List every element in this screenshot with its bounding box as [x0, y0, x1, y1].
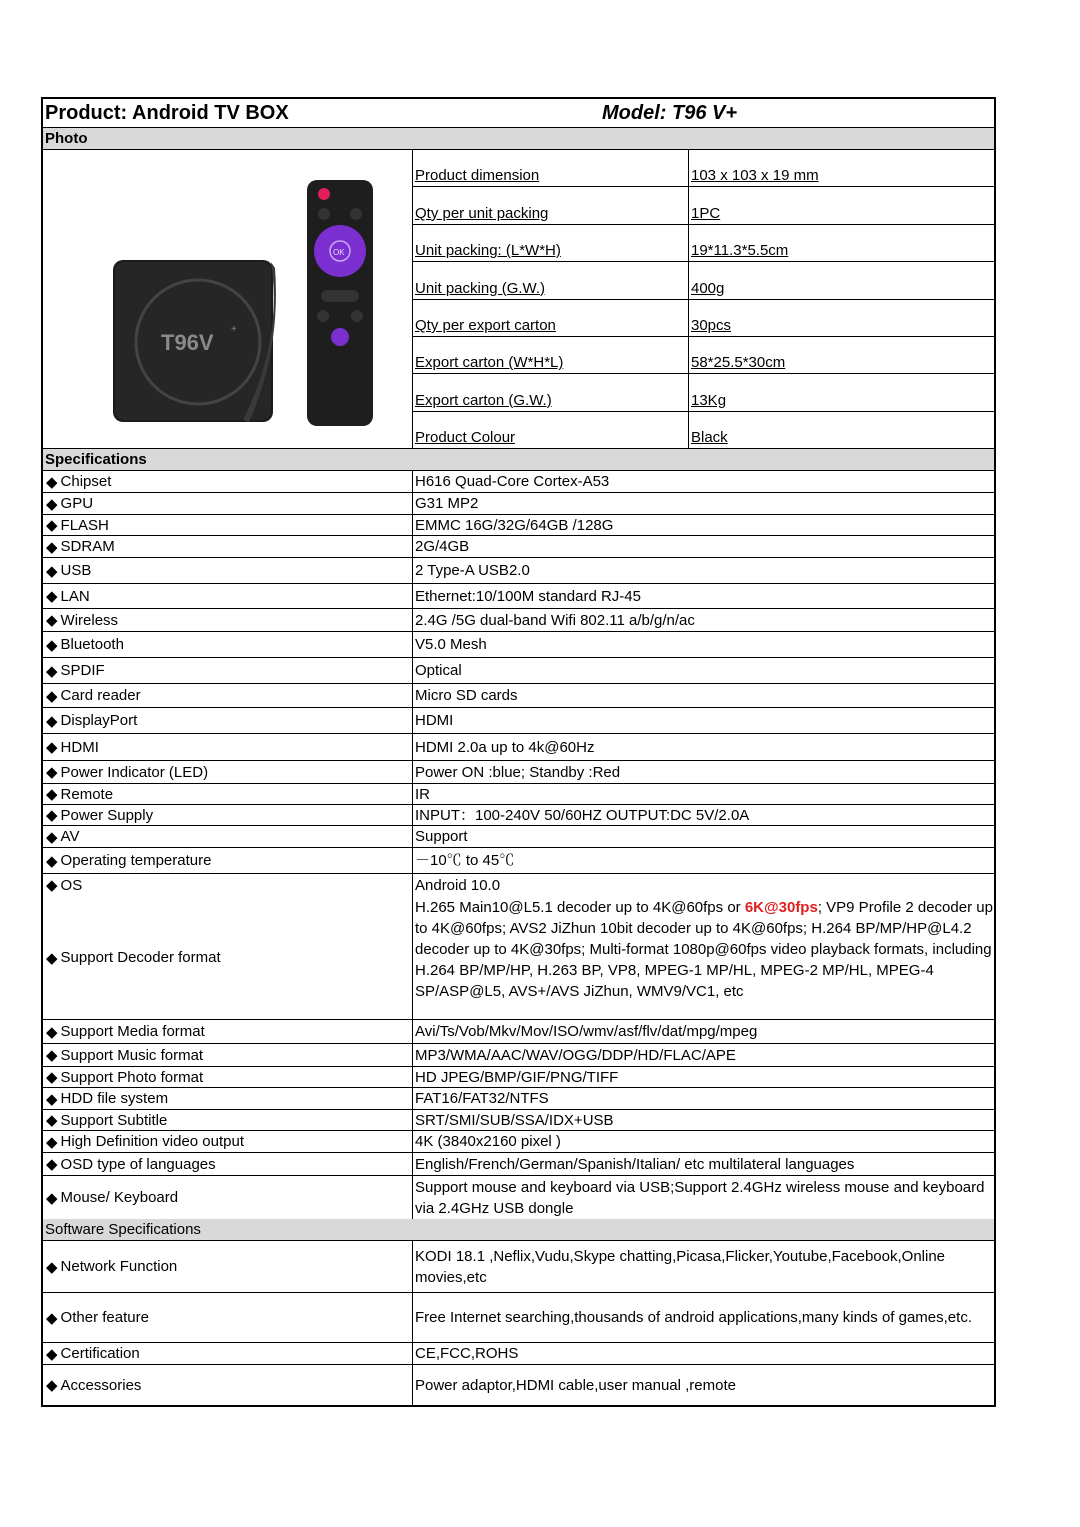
product-title: Product: Android TV BOX [45, 101, 289, 124]
spec-value: 2.4G /5G dual-band Wifi 802.11 a/b/g/n/ac [415, 611, 695, 629]
spec-row [43, 536, 994, 558]
spec-label: Operating temperature [60, 852, 212, 869]
spec-value: MP3/WMA/AAC/WAV/OGG/DDP/HD/FLAC/APE [415, 1046, 736, 1064]
spec-row [43, 784, 994, 805]
spec-row [43, 1241, 994, 1293]
bullet-icon: ◆ [46, 1090, 58, 1108]
spec-value: Micro SD cards [415, 687, 518, 704]
spec-value: Ethernet:10/100M standard RJ-45 [415, 587, 641, 605]
spec-row [43, 1343, 994, 1365]
product-photo [43, 150, 413, 448]
svg-text:+: + [231, 324, 237, 335]
spec-value: G31 MP2 [415, 495, 479, 512]
packing-label: Product dimension [413, 150, 689, 186]
bullet-icon: ◆ [46, 807, 58, 824]
spec-label: Network Function [60, 1258, 178, 1275]
spec-row [43, 632, 994, 658]
packing-row [413, 412, 994, 448]
packing-label: Unit packing (G.W.) [413, 262, 689, 298]
spec-value: HD JPEG/BMP/GIF/PNG/TIFF [415, 1068, 619, 1086]
spec-value: Avi/Ts/Vob/Mkv/Mov/ISO/wmv/asf/flv/dat/mpg/mpeg [415, 1023, 758, 1040]
spec-row [43, 761, 994, 784]
bullet-icon: ◆ [46, 662, 58, 680]
spec-label: HDD file system [60, 1090, 169, 1107]
spec-value: IR [415, 785, 430, 803]
bullet-icon: ◆ [46, 1023, 58, 1041]
spec-row [43, 1176, 994, 1219]
spec-label: Support Subtitle [60, 1111, 168, 1129]
bullet-icon: ◆ [46, 588, 58, 605]
spec-row [43, 558, 994, 584]
packing-value: 1PC [691, 204, 721, 222]
packing-label: Export carton (G.W.) [413, 374, 689, 410]
bullet-icon: ◆ [46, 877, 58, 894]
spec-value: HDMI [415, 712, 454, 729]
packing-row [413, 150, 994, 187]
section-photo: Photo [43, 128, 994, 150]
spec-row [43, 1131, 994, 1153]
spec-row [43, 584, 994, 609]
spec-row [43, 1365, 994, 1405]
spec-row [43, 684, 994, 708]
spec-value: V5.0 Mesh [415, 636, 487, 653]
spec-value: Optical [415, 662, 462, 679]
spec-label: OSD type of languages [60, 1155, 216, 1173]
bullet-icon: ◆ [46, 1156, 58, 1173]
spec-label: Card reader [60, 687, 141, 704]
spec-label: LAN [60, 587, 90, 605]
bullet-icon: ◆ [46, 1309, 58, 1327]
packing-value: 13Kg [691, 391, 727, 409]
spec-label: Bluetooth [60, 636, 124, 653]
spec-label: High Definition video output [60, 1133, 244, 1150]
packing-row [413, 225, 994, 262]
spec-value: SRT/SMI/SUB/SSA/IDX+USB [415, 1111, 614, 1129]
spec-label: AV [60, 828, 80, 845]
spec-row [43, 1044, 994, 1067]
spec-value: H616 Quad-Core Cortex-A53 [415, 473, 610, 490]
bullet-icon: ◆ [46, 764, 58, 781]
packing-row [413, 374, 994, 411]
bullet-icon: ◆ [46, 612, 58, 629]
photo-block [43, 150, 994, 449]
packing-value: 400g [691, 279, 725, 297]
spec-label: Support Photo format [60, 1068, 204, 1086]
svg-text:OK: OK [333, 248, 345, 257]
spec-value: INPUT：100-240V 50/60HZ OUTPUT:DC 5V/2.0A [415, 806, 750, 824]
spec-value: English/French/German/Spanish/Italian/ etc multilateral languages [415, 1155, 855, 1173]
packing-value: Black [691, 429, 728, 446]
spec-value: CE,FCC,ROHS [415, 1345, 519, 1362]
spec-value: Support mouse and keyboard via USB;Support 2.4GHz wireless mouse and keyboard via 2.4GHz USB dongle [415, 1178, 985, 1217]
bullet-icon: ◆ [46, 949, 58, 967]
remote-image [307, 180, 373, 426]
spec-row [43, 874, 994, 896]
bullet-icon: ◆ [46, 1112, 58, 1129]
spec-label: GPU [60, 495, 94, 512]
packing-row [413, 262, 994, 299]
section-software: Software Specifications [43, 1219, 994, 1241]
bullet-icon: ◆ [46, 517, 58, 534]
spec-label: Support Decoder format [60, 949, 221, 966]
packing-value: 58*25.5*30cm [691, 354, 786, 372]
spec-row [43, 609, 994, 632]
bullet-icon: ◆ [46, 562, 58, 580]
spec-value: Power ON :blue; Standby :Red [415, 763, 621, 781]
packing-label: Export carton (W*H*L) [413, 337, 689, 373]
software-rows [43, 1241, 994, 1405]
spec-rows [43, 471, 994, 896]
bullet-icon: ◆ [46, 1069, 58, 1086]
spec-value: FAT16/FAT32/NTFS [415, 1090, 549, 1107]
packing-row [413, 337, 994, 374]
spec-label: Other feature [60, 1309, 149, 1326]
spec-value: Android 10.0 [415, 876, 501, 894]
spec-label: Power Indicator (LED) [60, 763, 209, 781]
spec-row [43, 471, 994, 493]
spec-value: 2 Type-A USB2.0 [415, 562, 530, 579]
spec-value: KODI 18.1 ,Neflix,Vudu,Skype chatting,Picasa,Flicker,Youtube,Facebook,Online movies,etc [415, 1247, 946, 1286]
title-row [43, 99, 994, 128]
bullet-icon: ◆ [46, 687, 58, 705]
spec-row [43, 1153, 994, 1176]
bullet-icon: ◆ [46, 1377, 58, 1394]
spec-row [43, 1067, 994, 1088]
bullet-icon: ◆ [46, 1189, 58, 1207]
packing-value: 103 x 103 x 19 mm [691, 167, 819, 185]
packing-label: Qty per unit packing [413, 187, 689, 223]
spec-value: 4K (3840x2160 pixel ) [415, 1133, 561, 1150]
packing-row [413, 300, 994, 337]
product-image [43, 150, 411, 447]
spec-value: HDMI 2.0a up to 4k@60Hz [415, 738, 595, 756]
spec-row [43, 1020, 994, 1044]
spec-row [43, 708, 994, 734]
bullet-icon: ◆ [46, 852, 58, 870]
packing-table [413, 150, 994, 448]
packing-label: Unit packing: (L*W*H) [413, 225, 689, 261]
spec-sheet [41, 97, 996, 1407]
packing-label: Qty per export carton [413, 300, 689, 336]
model-title: Model: T96 V+ [602, 101, 738, 124]
spec-rows-2 [43, 1020, 994, 1219]
bullet-icon: ◆ [46, 1133, 58, 1151]
spec-label: DisplayPort [60, 712, 138, 729]
spec-value: －10℃ to 45℃ [415, 852, 515, 869]
packing-row [413, 187, 994, 224]
packing-value: 19*11.3*5.5cm [691, 242, 789, 260]
spec-label: FLASH [60, 516, 109, 534]
spec-row [43, 848, 994, 874]
spec-row [43, 826, 994, 848]
spec-value: 2G/4GB [415, 538, 470, 555]
spec-row [43, 493, 994, 515]
spec-label: Certification [60, 1345, 140, 1362]
spec-value: Support [415, 828, 468, 845]
spec-label: Support Media format [60, 1023, 205, 1040]
bullet-icon: ◆ [46, 739, 58, 756]
highlight-text: 6K@30fps [744, 899, 818, 916]
spec-label: USB [60, 562, 92, 579]
spec-label: Mouse/ Keyboard [60, 1189, 179, 1206]
packing-label: Product Colour [413, 412, 689, 448]
spec-value: Free Internet searching,thousands of android applications,many kinds of games,etc. [415, 1309, 972, 1326]
bullet-icon: ◆ [46, 786, 58, 803]
spec-row [43, 1088, 994, 1110]
bullet-icon: ◆ [46, 636, 58, 654]
spec-row [43, 658, 994, 684]
section-specifications: Specifications [43, 449, 994, 471]
spec-row [43, 805, 994, 826]
spec-row [43, 1293, 994, 1343]
spec-row [43, 734, 994, 761]
spec-label: OS [60, 876, 83, 894]
spec-label: Power Supply [60, 806, 154, 824]
bullet-icon: ◆ [46, 538, 58, 556]
spec-label: Chipset [60, 473, 112, 490]
spec-label: HDMI [60, 738, 99, 756]
spec-label: SPDIF [60, 662, 105, 679]
spec-value: EMMC 16G/32G/64GB /128G [415, 516, 614, 534]
bullet-icon: ◆ [46, 1258, 58, 1276]
spec-row [43, 1110, 994, 1131]
bullet-icon: ◆ [46, 1345, 58, 1363]
spec-value: Power adaptor,HDMI cable,user manual ,remote [415, 1376, 736, 1394]
spec-label: SDRAM [60, 538, 115, 555]
tv-box-image [113, 260, 276, 422]
packing-value: 30pcs [691, 316, 732, 334]
spec-label: Accessories [60, 1376, 142, 1394]
bullet-icon: ◆ [46, 1047, 58, 1064]
bullet-icon: ◆ [46, 495, 58, 513]
spec-row-decoder [43, 896, 994, 1020]
spec-row [43, 515, 994, 536]
tv-box-logo: T96V [161, 330, 214, 355]
spec-label: Wireless [60, 611, 119, 629]
spec-label: Remote [60, 785, 114, 803]
bullet-icon: ◆ [46, 828, 58, 846]
bullet-icon: ◆ [46, 712, 58, 730]
bullet-icon: ◆ [46, 473, 58, 491]
spec-label: Support Music format [60, 1046, 204, 1064]
spec-value: H.265 Main10@L5.1 decoder up to 4K@60fps or 6K@30fps; VP9 Profile 2 decoder up to 4K@60fps; AVS2 JiZhun 10bit decoder up to 4K@60fps; H.264 BP/MP/HP@L4.2 decoder up to 4K@30fps; Multi-format 1080p@60fps video playback formats, including H.264 BP/MP/HP, H.263 BP, VP8, MPEG-1 MP/HL, MPEG-2 MP/HL, MPEG-4 SP/ASP@L5, AVS+/AVS JiZhun, WMV9/VC1, etc [415, 899, 993, 1000]
